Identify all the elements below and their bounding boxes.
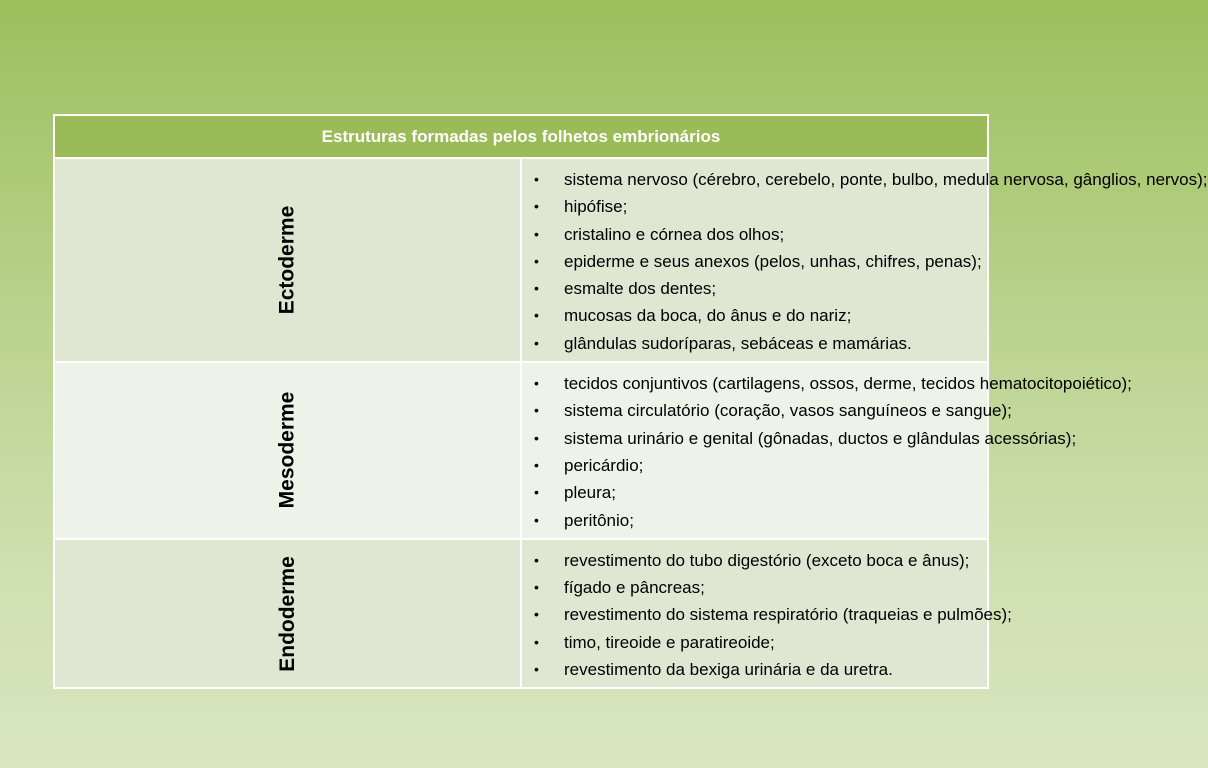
list-item-text: revestimento do tubo digestório (exceto boca e ânus); — [564, 550, 970, 570]
list-item-text: glândulas sudoríparas, sebáceas e mamárias. — [564, 333, 912, 353]
row-items-cell — [521, 158, 1208, 362]
list-item-text: epiderme e seus anexos (pelos, unhas, chifres, penas); — [564, 251, 982, 271]
list-item — [534, 193, 987, 220]
bullet-icon: • — [534, 606, 539, 623]
list-item — [534, 601, 1012, 628]
bullet-icon: • — [534, 225, 539, 242]
item-list — [522, 159, 1208, 361]
list-item-text: tecidos conjuntivos (cartilagens, ossos, derme, tecidos hematocitopoiético); — [564, 374, 1132, 394]
table-title: Estruturas formadas pelos folhetos embrionários — [54, 115, 988, 158]
bullet-icon: • — [534, 198, 539, 215]
list-item — [534, 656, 987, 683]
row-items-cell — [521, 362, 1132, 539]
bullet-icon: • — [534, 484, 539, 501]
list-item-text: cristalino e córnea dos olhos; — [564, 224, 785, 244]
bullet-icon: • — [534, 307, 539, 324]
table-row-ectoderme — [54, 158, 988, 362]
list-item — [534, 330, 987, 357]
bullet-icon: • — [534, 402, 539, 419]
table-row-endoderme — [54, 539, 988, 688]
list-item — [534, 275, 987, 302]
list-item — [534, 629, 987, 656]
bullet-icon: • — [534, 375, 539, 392]
row-label-endoderme: Endoderme — [275, 555, 299, 672]
list-item-text: sistema nervoso (cérebro, cerebelo, ponte, bulbo, medula nervosa, gânglios, nervos); — [564, 170, 1208, 189]
list-item-text: pleura; — [564, 483, 616, 503]
bullet-icon: • — [534, 252, 539, 269]
list-item-text: revestimento do sistema respiratório (traqueias e pulmões); — [564, 605, 1012, 625]
list-item-text: fígado e pâncreas; — [564, 578, 705, 598]
item-list — [522, 363, 1132, 538]
list-item — [534, 370, 1132, 397]
list-item — [534, 479, 987, 506]
list-item — [534, 507, 987, 534]
list-item-text: mucosas da boca, do ânus e do nariz; — [564, 306, 852, 326]
list-item-text: revestimento da bexiga urinária e da uretra. — [564, 660, 893, 680]
bullet-icon: • — [534, 456, 539, 473]
list-item — [534, 547, 987, 574]
bullet-icon: • — [534, 334, 539, 351]
list-item — [534, 397, 1012, 424]
list-item — [534, 302, 987, 329]
table-row-mesoderme — [54, 362, 988, 539]
list-item — [534, 221, 987, 248]
row-label-mesoderme: Mesoderme — [275, 392, 299, 509]
bullet-icon: • — [534, 579, 539, 596]
list-item — [534, 425, 1077, 452]
bullet-icon: • — [534, 511, 539, 528]
list-item — [534, 574, 987, 601]
row-items-cell — [521, 539, 1012, 688]
bullet-icon: • — [534, 633, 539, 650]
bullet-icon: • — [534, 171, 539, 187]
list-item-text: timo, tireoide e paratireoide; — [564, 632, 775, 652]
list-item-text: esmalte dos dentes; — [564, 279, 717, 299]
list-item — [534, 166, 1208, 193]
row-label-cell — [54, 539, 521, 688]
bullet-icon: • — [534, 551, 539, 568]
bullet-icon: • — [534, 661, 539, 678]
list-item — [534, 452, 987, 479]
bullet-icon: • — [534, 429, 539, 446]
list-item-text: pericárdio; — [564, 455, 644, 475]
item-list — [522, 540, 1012, 687]
list-item — [534, 248, 987, 275]
list-item-text: sistema urinário e genital (gônadas, ductos e glândulas acessórias); — [564, 428, 1077, 448]
embryonic-layers-table — [53, 114, 1208, 689]
bullet-icon: • — [534, 280, 539, 297]
row-label-ectoderme: Ectoderme — [275, 205, 299, 315]
list-item-text: hipófise; — [564, 197, 628, 217]
list-item-text: peritônio; — [564, 510, 634, 530]
list-item-text: sistema circulatório (coração, vasos sanguíneos e sangue); — [564, 401, 1012, 421]
row-label-cell — [54, 362, 521, 539]
row-label-cell — [54, 158, 521, 362]
